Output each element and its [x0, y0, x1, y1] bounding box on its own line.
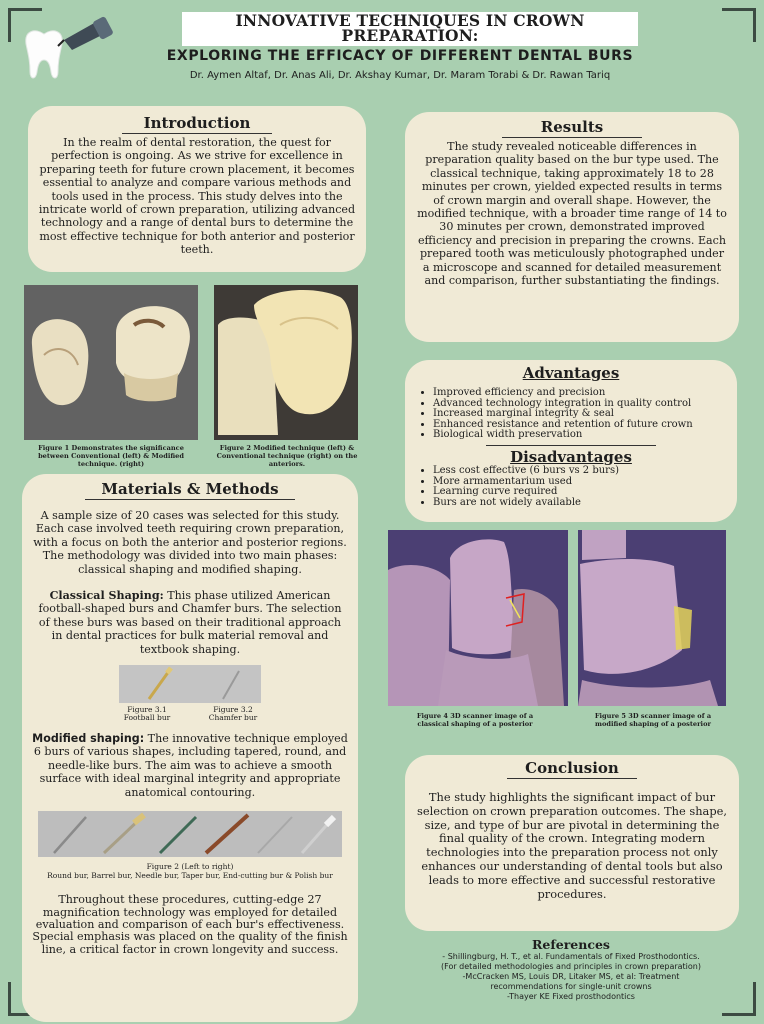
- tooth-drill-icon: [18, 16, 118, 86]
- modified-burs-caption: [32, 862, 348, 880]
- title-line-1: INNOVATIVE TECHNIQUES IN CROWN: [235, 11, 585, 30]
- results-card: [405, 112, 739, 342]
- classical-burs-captions: [32, 706, 348, 722]
- heading-rule: [502, 137, 642, 138]
- references-section: [440, 937, 702, 1002]
- conclusion-card: [405, 755, 739, 931]
- advantage-item: • Enhanced resistance and retention of future crown: [433, 420, 725, 431]
- methods-paragraph-1: A sample size of 20 cases was selected for this study. Each case involved teeth requiring crown preparation, with a focus on both the anterior and posterior regions. The methodology was divided into two main phases: classical shaping and modified shaping.: [33, 509, 347, 576]
- figure-2-photo: [214, 285, 358, 440]
- disadvantage-item: • Burs are not widely available: [433, 498, 725, 509]
- references-heading: References: [532, 937, 610, 952]
- methods-heading: Materials & Methods: [101, 480, 279, 498]
- materials-methods-card: [22, 474, 358, 1022]
- reference-item: -Thayer KE Fixed prosthodontics: [507, 992, 635, 1001]
- conclusion-text: The study highlights the significant impact of bur selection on crown preparation outcomes. The shape, size, and type of bur are pivotal in determining the final quality of the crown. Integrating modern technologies into the preparation process not only enhances our understanding of dental tools but also leads to more effective and successful restorative procedures.: [417, 790, 727, 901]
- reference-item: -McCracken MS, Louis DR, Litaker MS, et al: Treatment recommendations for single-unit crowns: [462, 972, 680, 991]
- reference-item: - Shillingburg, H. T., et al. Fundamentals of Fixed Prosthodontics. (For detailed methodologies and principles in crown preparation): [441, 952, 701, 971]
- introduction-card: [28, 106, 366, 272]
- disadvantage-item: • Less cost effective (6 burs vs 2 burs): [433, 466, 725, 477]
- methods-final-paragraph: Throughout these procedures, cutting-edge 27 magnification technology was employed for detailed evaluation and comparison of each bur's effectiveness. Special emphasis was placed on the quality of the finish line, a critical factor in crown longevity and success.: [32, 893, 348, 956]
- figure-5-caption: Figure 5 3D scanner image of a modified shaping of a posterior: [594, 712, 712, 728]
- figure-3-2-caption: Figure 3.2 Chamfer bur: [208, 705, 258, 723]
- title-line-2: PREPARATION:: [341, 26, 479, 45]
- section-rule: [486, 445, 656, 446]
- poster-title: [182, 12, 638, 46]
- figure-2-caption: Figure 2 Modified technique (left) & Conventional technique (right) on the anteriors.: [216, 444, 358, 468]
- advantages-card: [405, 360, 737, 522]
- modified-burs-image: [38, 811, 342, 857]
- heading-rule: [507, 778, 637, 779]
- figure-3-1-caption: Figure 3.1 Football bur: [123, 705, 171, 723]
- conclusion-heading: Conclusion: [525, 759, 619, 777]
- classical-shaping-label: Classical Shaping:: [49, 589, 164, 603]
- results-text: The study revealed noticeable differences in preparation quality based on the bur type used. The classical technique, taking approximately 18 to 28 minutes per crown, yielded expected results in terms of crown margin and overall shape. However, the modified technique, with a broader time range of 14 to 30 minutes per crown, demonstrated improved efficiency and precision in preparing the crowns. Each prepared tooth was meticulously photographed under a microscope and scanned for detailed measurement and comparison, further substantiating the findings.: [417, 140, 727, 288]
- modified-shaping-paragraph: [32, 732, 348, 799]
- modified-shaping-label: Modified shaping:: [32, 732, 145, 746]
- author-list: Dr. Aymen Altaf, Dr. Anas Ali, Dr. Akshay Kumar, Dr. Maram Torabi & Dr. Rawan Tariq: [189, 70, 611, 81]
- corner-frame-bottom-right: [722, 982, 756, 1016]
- disadvantage-item: • Learning curve required: [433, 487, 725, 498]
- classical-shaping-paragraph: [32, 589, 348, 656]
- disadvantages-heading: Disadvantages: [510, 447, 632, 466]
- disadvantages-list: [417, 466, 725, 508]
- corner-frame-top-right: [722, 8, 756, 42]
- poster-subtitle: EXPLORING THE EFFICACY OF DIFFERENT DENTAL BURS: [166, 48, 634, 64]
- figure-4-scan-image: [388, 530, 568, 706]
- classical-shaping-text: This phase utilized American football-shaped burs and Chamfer burs. The selection of these burs was based on their traditional approach in dental practices for bulk material removal and textbook shaping.: [38, 589, 342, 656]
- advantages-heading: Advantages: [522, 364, 620, 382]
- results-heading: Results: [540, 118, 604, 136]
- advantages-list: [417, 388, 725, 441]
- advantage-item: • Improved efficiency and precision: [433, 388, 725, 399]
- modified-shaping-text: The innovative technique employed 6 burs of various shapes, including tapered, round, and needle-like burs. The aim was to achieve a smooth surface with ideal marginal integrity and appropriate anatomical contouring.: [33, 732, 348, 799]
- figure-4-caption: Figure 4 3D scanner image of a classical shaping of a posterior: [416, 712, 534, 728]
- figure-5-scan-image: [578, 530, 726, 706]
- introduction-heading: Introduction: [143, 114, 251, 132]
- figure-1-photo: [24, 285, 198, 440]
- advantage-item: • Advanced technology integration in quality control: [433, 399, 725, 410]
- heading-rule: [85, 499, 295, 500]
- disadvantage-item: • More armamentarium used: [433, 477, 725, 488]
- heading-rule: [122, 133, 272, 134]
- figure-1-caption: Figure 1 Demonstrates the significance between Conventional (left) & Modified technique. (right): [38, 444, 184, 468]
- modified-burs-caption-line-1: Figure 2 (Left to right): [146, 862, 234, 872]
- modified-burs-caption-line-2: Round bur, Barrel bur, Needle bur, Taper bur, End-cutting bur & Polish bur: [47, 871, 333, 881]
- advantage-item: • Increased marginal integrity & seal: [433, 409, 725, 420]
- introduction-text: In the realm of dental restoration, the quest for perfection is ongoing. As we strive for excellence in preparing teeth for future crown placement, it becomes essential to analyze and compare various methods and tools used in the process. This study delves into the intricate world of crown preparation, utilizing advanced technology and a range of dental burs to determine the most effective technique for both anterior and posterior teeth.: [38, 136, 356, 257]
- advantage-item: • Biological width preservation: [433, 430, 725, 441]
- classical-burs-image: [119, 665, 261, 703]
